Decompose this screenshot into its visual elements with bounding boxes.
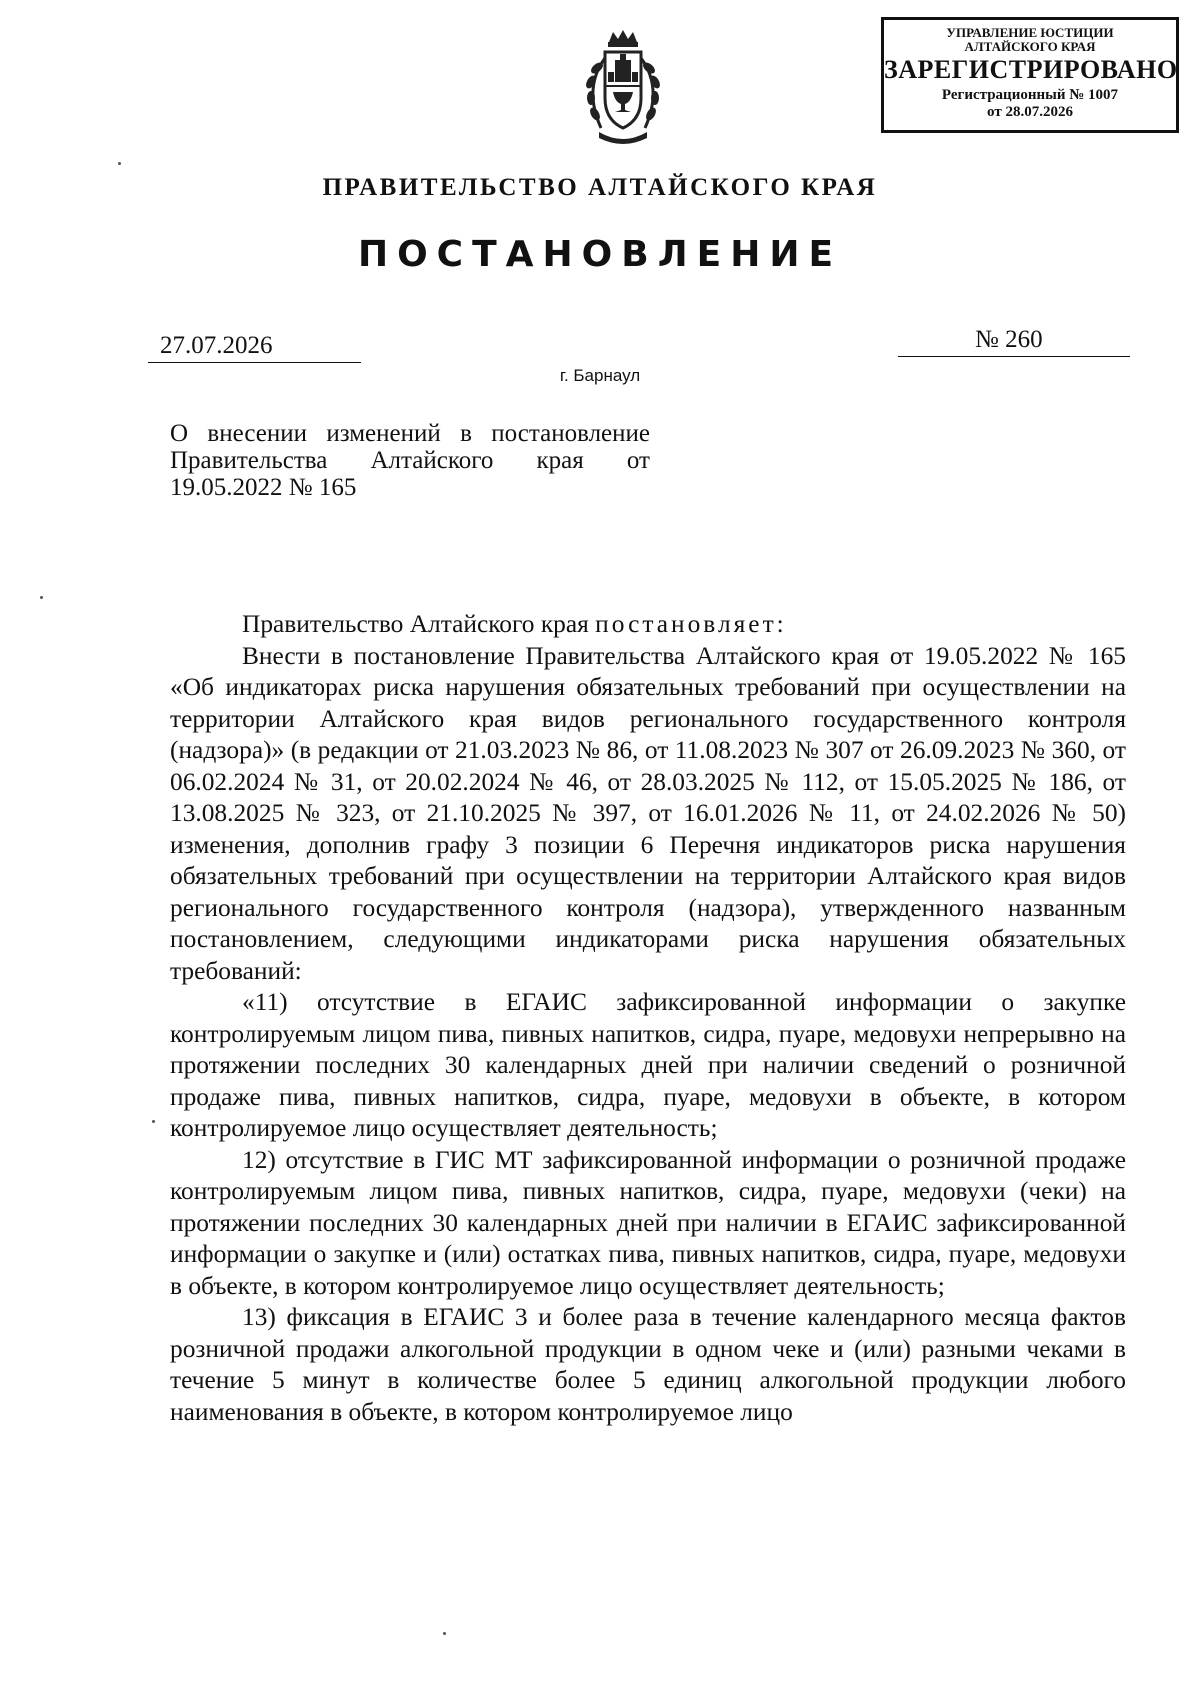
preamble-paragraph — [170, 609, 1126, 641]
coat-of-arms-icon — [575, 28, 671, 148]
stamp-authority-line2: АЛТАЙСКОГО КРАЯ — [964, 39, 1096, 54]
document-body — [170, 609, 1126, 1428]
stamp-authority-line1: УПРАВЛЕНИЕ ЮСТИЦИИ — [946, 25, 1114, 40]
government-name: ПРАВИТЕЛЬСТВО АЛТАЙСКОГО КРАЯ — [322, 174, 878, 201]
preamble-colon: : — [776, 610, 784, 638]
city-name: г. Барнаул — [559, 366, 641, 385]
indicator-12-paragraph: 12) отсутствие в ГИС МТ зафиксированной информации о розничной продаже контролируемым лицом пива, пивных напитков, сидра, пуаре, медовухи (чеки) на протяжении последних 30 календарных дней при наличии в ЕГАИС зафиксированной информации о закупке и (или) остатках пива, пивных напитков, сидра, пуаре, медовухи в объекте, в котором контролируемое лицо осуществляет деятельность; — [170, 1145, 1126, 1300]
stamp-reg-date: от 28.07.2026 — [987, 104, 1073, 120]
scan-speck — [118, 162, 121, 165]
document-number: № 260 — [975, 326, 1043, 353]
amendment-paragraph: Внести в постановление Правительства Алтайского края от 19.05.2022 № 165 «Об индикаторах риска нарушения обязательных требований при осуществлении на территории Алтайского края видов регионального государственного контроля (надзора)» (в редакции от 21.03.2023 № 86, от 11.08.2023 № 307 от 26.09.2023 № 360, от 06.02.2024 № 31, от 20.02.2024 № 46, от 28.03.2025 № 112, от 15.05.2025 № 186, от 13.08.2025 № 323, от 21.10.2025 № 397, от 16.01.2026 № 11, от 24.02.2026 № 50) изменения, дополнив графу 3 позиции 6 Перечня индикаторов риска нарушения обязательных требований при осуществлении на территории Алтайского края видов регионального государственного контроля (надзора), утвержденного названным постановлением, следующими индикаторами риска нарушения обязательных требований: — [170, 641, 1126, 985]
preamble-text: Правительство Алтайского края — [242, 610, 596, 638]
indicator-11-paragraph: «11) отсутствие в ЕГАИС зафиксированной информации о закупке контролируемым лицом пива, пивных напитков, сидра, пуаре, медовухи непрерывно на протяжении последних 30 календарных дней при наличии сведений о розничной продаже пива, пивных напитков, сидра, пуаре, медовухи в объекте, в котором контролируемое лицо осуществляет деятельность; — [170, 988, 1126, 1142]
scan-speck — [40, 596, 43, 599]
date-underline — [148, 362, 361, 363]
document-subject: О внесении изменений в постановление Правительства Алтайского края от 19.05.2022 № 165 — [170, 420, 650, 501]
indicator-13-paragraph: 13) фиксация в ЕГАИС 3 и более раза в течение календарного месяца фактов розничной продажи алкогольной продукции в одном чеке и (или) разными чеками в течение 5 минут в количестве более 5 единиц алкогольной продукции любого наименования в объекте, в котором контролируемое лицо — [170, 1303, 1126, 1426]
stamp-reg-number: Регистрационный № 1007 — [941, 87, 1119, 103]
document-date: 27.07.2026 — [160, 332, 273, 359]
scan-speck — [152, 1120, 155, 1123]
scan-speck — [443, 1632, 446, 1635]
registration-stamp — [881, 17, 1179, 133]
number-underline — [898, 356, 1130, 357]
document-type-title: ПОСТАНОВЛЕНИЕ — [357, 234, 843, 275]
resolves-word: постановляет — [595, 610, 777, 638]
stamp-status: ЗАРЕГИСТРИРОВАНО — [884, 55, 1178, 84]
